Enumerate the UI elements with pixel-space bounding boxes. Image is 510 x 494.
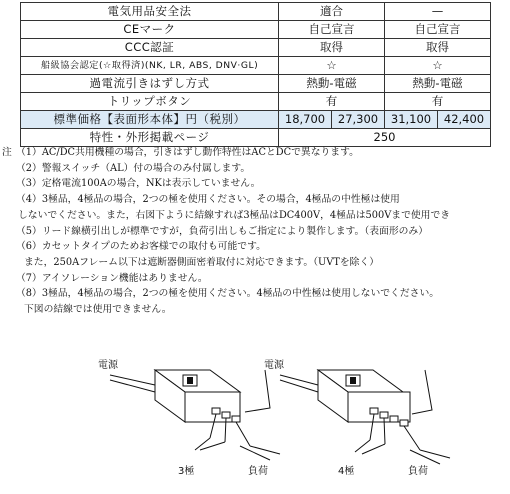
value-cell: 熱動-電磁 [385, 75, 491, 93]
note-line: また，250Aフレーム以下は遮断器側面密着取付に対応できます。（UVTを除く） [24, 256, 380, 268]
note-line: （4）3極品，4極品の場合，2つの極を使用ください。その場合，4極品の中性極は使用 [16, 194, 400, 206]
wiring-diagram [80, 350, 460, 490]
value-cell: 熱動-電磁 [279, 75, 385, 93]
spec-table-body [21, 3, 491, 147]
note-line: （8）3極品，4極品の場合，2つの極を使用ください。4極品の中性極は使用しないでください。 [16, 288, 440, 300]
value-cell: 18,700 [279, 111, 332, 129]
value-cell: 自己宣言 [279, 21, 385, 39]
row-label-cell: 特性・外形掲載ページ [21, 129, 279, 147]
value-cell: 取得 [385, 39, 491, 57]
table-row [21, 75, 491, 93]
row-label-cell: トリップボタン [21, 93, 279, 111]
spec-table [20, 2, 491, 147]
table-row [21, 39, 491, 57]
left-load-label: 負荷 [248, 466, 268, 477]
row-label-cell: CCC認証 [21, 39, 279, 57]
left-source-label: 電源 [98, 360, 118, 371]
value-cell: 250 [279, 129, 491, 147]
breaker-4pole [280, 370, 450, 464]
right-load-label: 負荷 [408, 466, 428, 477]
value-cell: 27,300 [332, 111, 385, 129]
note-line: （1）AC/DC共用機種の場合，引きはずし動作特性はACとDCで異なります。 [16, 147, 359, 158]
value-cell: 取得 [279, 39, 385, 57]
value-cell: 42,400 [438, 111, 491, 129]
right-source-label: 電源 [264, 360, 284, 371]
table-row [21, 129, 491, 147]
value-cell: 適合 [279, 3, 385, 21]
notes-prefix: 注 [2, 147, 12, 158]
note-line: （3）定格電流100Aの場合，NKは表示していません。 [16, 178, 261, 190]
right-poles-label: 4極 [338, 466, 355, 477]
note-line: （6）カセットタイプのためお客様での取付も可能です。 [16, 241, 266, 253]
table-row [21, 57, 491, 75]
note-line: しないでください。また，右図下ように結線すれば3極品はDC400V，4極品は500Vまで使用でき [18, 209, 451, 221]
row-label-cell: 過電流引きはずし方式 [21, 75, 279, 93]
value-cell: 有 [279, 93, 385, 111]
breaker-3pole [110, 370, 280, 460]
row-label-cell: 標準価格【表面形本体】円（税別） [21, 111, 279, 129]
table-row [21, 93, 491, 111]
value-cell: 自己宣言 [385, 21, 491, 39]
note-line: 下図の結線では使用できません。 [24, 304, 172, 315]
value-cell: 有 [385, 93, 491, 111]
value-cell: ☆ [385, 57, 491, 75]
note-line: （5）リード線横引出しが標準ですが，負荷引出しもご指定により製作します。（表面形のみ） [16, 225, 429, 237]
table-row [21, 21, 491, 39]
value-cell: ☆ [279, 57, 385, 75]
row-label-cell: 船級協会認定(☆取得済)(NK, LR, ABS, DNV·GL) [21, 57, 279, 75]
left-poles-label: 3極 [178, 466, 195, 477]
row-label-cell: 電気用品安全法 [21, 3, 279, 21]
note-line: （7）アイソレーション機能はありません。 [16, 272, 208, 284]
table-row [21, 111, 491, 129]
value-cell: 31,100 [385, 111, 438, 129]
wiring-diagram-svg [80, 350, 460, 490]
note-line: （2）警報スイッチ（AL）付の場合のみ付属します。 [16, 162, 251, 174]
table-row [21, 3, 491, 21]
row-label-cell: CEマーク [21, 21, 279, 39]
value-cell: — [385, 3, 491, 21]
